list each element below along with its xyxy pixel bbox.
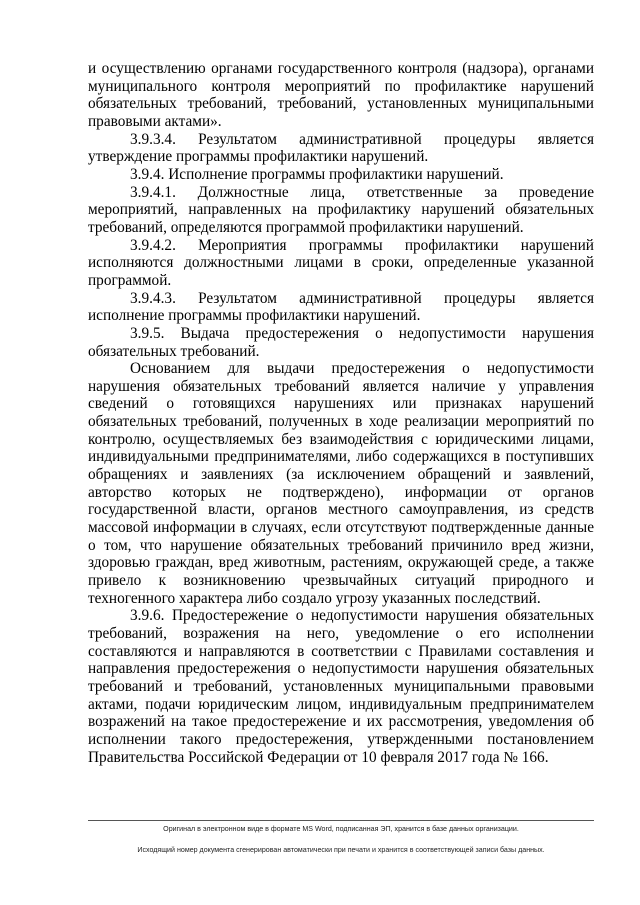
paragraph-3-9-5: 3.9.5. Выдача предостережения о недопустимости нарушения обязательных требований. bbox=[88, 324, 594, 360]
paragraph-continuation: и осуществлению органами государственного контроля (надзора), органами муниципального контроля мероприятий по профилактике нарушений обязательных требований, требований, установленных муниципальными правовыми актами». bbox=[88, 60, 594, 130]
footer-number-note: Исходящий номер документа сгенерирован автоматически при печати и хранится в соответствующей записи базы данных. bbox=[137, 846, 545, 854]
paragraph-3-9-6: 3.9.6. Предостережение о недопустимости нарушения обязательных требований, возражения на него, уведомление о его исполнении составляются и направляются в соответствии с Правилами составления и направления предостережения о недопустимости нарушения обязательных требований и требований, установленных муниципальными правовыми актами, подачи юридическим лицом, индивидуальным предпринимателем возражений на такое предостережение и их рассмотрения, уведомления об исполнении такого предостережения, утвержденными постановлением Правительства Российской Федерации от 10 февраля 2017 года № 166. bbox=[88, 607, 594, 766]
document-body bbox=[88, 60, 594, 766]
paragraph-3-9-4: 3.9.4. Исполнение программы профилактики нарушений. bbox=[130, 165, 504, 183]
paragraph-3-9-4-2: 3.9.4.2. Мероприятия программы профилактики нарушений исполняются должностными лицами в сроки, определенные указанной программой. bbox=[88, 236, 594, 289]
footer-divider bbox=[88, 820, 594, 821]
footer-original-note: Оригинал в электронном виде в формате MS Word, подписанная ЭП, хранится в базе данных организации. bbox=[163, 825, 519, 833]
paragraph-3-9-4-3: 3.9.4.3. Результатом административной процедуры является исполнение программы профилактики нарушений. bbox=[88, 289, 594, 325]
paragraph-warning-basis: Основанием для выдачи предостережения о недопустимости нарушения обязательных требований является наличие у управления сведений о готовящихся нарушениях или признаках нарушений обязательных требований, полученных в ходе реализации мероприятий по контролю, осуществляемых без взаимодействия с юридическими лицами, индивидуальными предпринимателями, либо содержащихся в поступивших обращениях и заявлениях (за исключением обращений и заявлений, авторство которых не подтверждено), информации от органов государственной власти, органов местного самоуправления, из средств массовой информации в случаях, если отсутствуют подтвержденные данные о том, что нарушение обязательных требований причинило вред жизни, здоровью граждан, вред животным, растениям, окружающей среде, а также привело к возникновению чрезвычайных ситуаций природного и техногенного характера либо создало угрозу указанных последствий. bbox=[88, 360, 594, 607]
paragraph-3-9-4-1: 3.9.4.1. Должностные лица, ответственные за проведение мероприятий, направленных на профилактику нарушений обязательных требований, определяются программой профилактики нарушений. bbox=[88, 183, 594, 236]
paragraph-3-9-3-4: 3.9.3.4. Результатом административной процедуры является утверждение программы профилактики нарушений. bbox=[88, 130, 594, 166]
